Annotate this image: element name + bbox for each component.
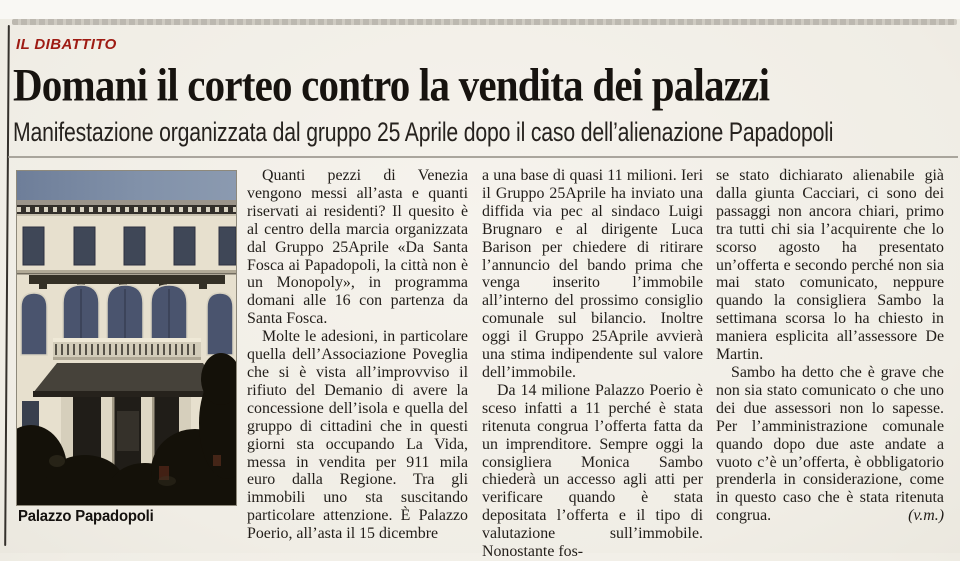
body-paragraph-text: Sambo ha detto che è grave che non sia stato comunicato o che uno dei due assessori non lo sapesse. Per l’amministrazione comunale quando dopo due aste andate a vuoto c’è un’offerta, è obbligatorio prenderla in considerazione, come in questo caso che è stata ritenuta congrua. — [716, 363, 944, 525]
header-divider — [8, 156, 958, 158]
body-paragraph — [716, 364, 944, 525]
palazzo-facade-illustration — [17, 171, 236, 505]
page-top-margin — [0, 0, 960, 19]
body-paragraph: Quanti pezzi di Venezia vengono messi all’asta e quanti riservati ai residenti? Il quesito è al centro della marcia organizzata dal Gruppo 25Aprile «Da Santa Fosca ai Papadopoli, la città non è un Monopoly», in programma domani alle 16 con partenza da Santa Fosca. — [247, 167, 468, 328]
body-paragraph: Molte le adesioni, in particolare quella dell’Associazione Poveglia che si è vista all’improvviso il rifiuto del Demanio di avere la concessione dell’isola e quella del gruppo di cittadini che in questi giorni sta occupando La Vida, messa in vendita per 911 mila euro dalla Regione. Tra gli immobili uno sta suscitando particolare attenzione. È Palazzo Poerio, all’asta il 15 dicembre — [247, 328, 468, 543]
page-edge-band — [12, 19, 957, 25]
section-kicker: IL DIBATTITO — [16, 36, 117, 53]
photo-palazzo-papadopoli — [17, 171, 236, 525]
body-paragraph: a una base di quasi 11 milioni. Ieri il Gruppo 25Aprile ha inviato una diffida via pec al sindaco Luigi Brugnaro e al dirigente Luca Barison per chiedere di ritirare l’annuncio del bando prima che venga inserito l’immobile all’interno del prossimo consiglio comunale sul bilancio. Inoltre oggi il Gruppo 25Aprile avvierà una stima indipendente sul valore dell’immobile. — [482, 167, 703, 381]
article-column-1 — [247, 167, 468, 543]
photo-caption: Palazzo Papadopoli — [18, 508, 154, 525]
article-column-3 — [716, 167, 944, 525]
subheadline: Manifestazione organizzata dal gruppo 25 Aprile dopo il caso dell’alienazione Papadopoli — [13, 117, 834, 147]
author-initials: (v.m.) — [908, 507, 944, 525]
headline: Domani il corteo contro la vendita dei palazzi — [13, 58, 770, 111]
body-paragraph: Da 14 milione Palazzo Poerio è sceso infatti a 11 perché è stata ritenuta congrua l’offerta fatta da un imprenditore. Sempre oggi la consigliera Monica Sambo chiederà un accesso agli atti per verificare quando è stata depositata l’offerta e il tipo di valutazione sull’immobile. Nonostante fos- — [482, 381, 703, 561]
article-column-2 — [482, 167, 703, 561]
body-paragraph: se stato dichiarato alienabile già dalla giunta Cacciari, ci sono dei passaggi non ancora chiari, primo tra tutti chi sia l’acquirente che lo scorso agosto ha presentato un’offerta e secondo perché non sia mai stato comunicato, neppure quando la consigliera Sambo la settimana scorsa lo ha chiesto in maniera esplicita all’assessore De Martin. — [716, 167, 944, 364]
clipping-left-edge — [4, 25, 10, 546]
